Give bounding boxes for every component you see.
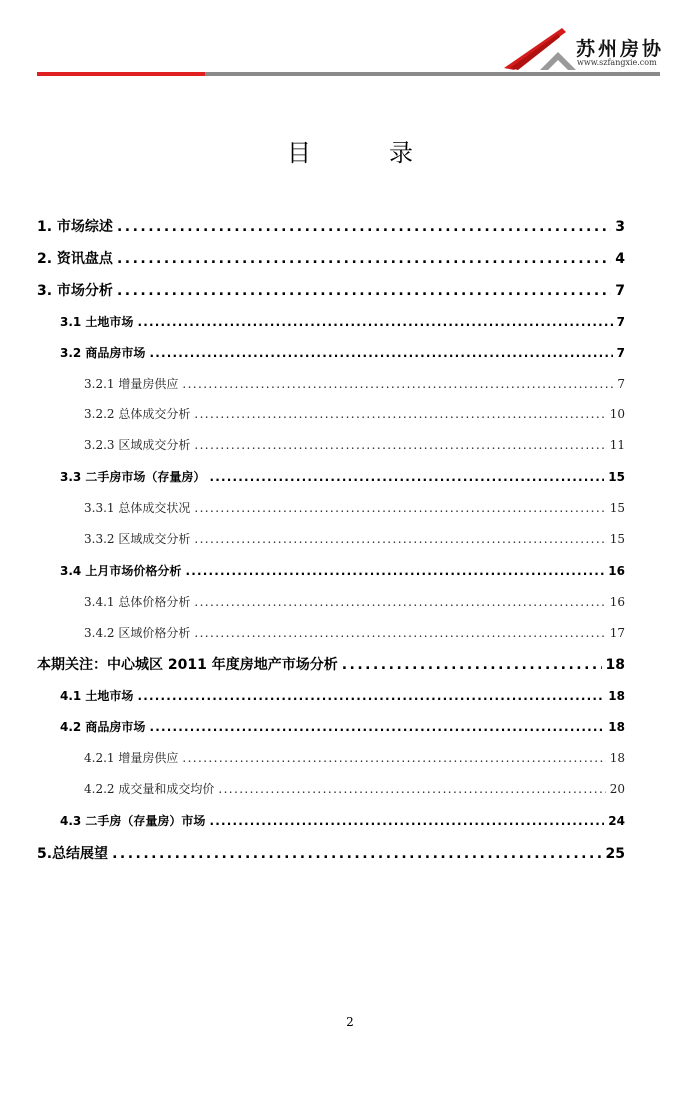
toc-label: 3.2.1 增量房供应: [84, 377, 179, 391]
toc-title-right: 录: [389, 139, 413, 167]
toc-leader: [137, 315, 612, 329]
toc-leader: [117, 251, 611, 267]
toc-page: 15: [609, 501, 625, 515]
toc-page: 3: [615, 219, 625, 235]
toc-label: 1. 市场综述: [37, 219, 113, 235]
toc-label: 3.2 商品房市场: [60, 346, 146, 360]
toc-leader: [149, 720, 604, 734]
toc-label: 4.1 土地市场: [60, 689, 134, 703]
toc-entry-3-3-1[interactable]: [84, 499, 625, 516]
toc-entry-3-4[interactable]: [60, 562, 625, 579]
toc-entry-3-2[interactable]: [60, 344, 625, 361]
toc-label: 3.1 土地市场: [60, 315, 134, 329]
toc-label: 4.2.1 增量房供应: [84, 751, 179, 765]
toc-label: 4.2 商品房市场: [60, 720, 146, 734]
toc-leader: [209, 814, 604, 828]
toc-entry-4-3[interactable]: [60, 812, 625, 829]
toc-leader: [194, 438, 605, 452]
toc-title-left: 目: [287, 139, 311, 167]
toc-label: 3.4.1 总体价格分析: [84, 595, 191, 609]
toc-entry-4-2-2[interactable]: [84, 780, 625, 797]
toc-leader: [117, 283, 611, 299]
toc-leader: [342, 657, 602, 673]
toc-leader: [182, 751, 605, 765]
toc-page: 24: [608, 814, 625, 828]
toc-label: 5.总结展望: [37, 846, 109, 862]
toc-entry-4-2-1[interactable]: [84, 749, 625, 766]
toc-entry-4-2[interactable]: [60, 718, 625, 735]
toc-page: 7: [615, 283, 625, 299]
toc-title: [0, 133, 700, 168]
toc-page: 7: [617, 377, 625, 391]
toc-page: 18: [608, 720, 625, 734]
toc-entry-3-2-3[interactable]: [84, 436, 625, 453]
header-rule-red: [37, 72, 205, 76]
toc-entry-3-1[interactable]: [60, 313, 625, 330]
toc-entry-3-3-2[interactable]: [84, 530, 625, 547]
logo-icon: [500, 24, 580, 72]
toc-label: 3. 市场分析: [37, 283, 113, 299]
toc-page: 15: [608, 470, 625, 484]
toc-leader: [194, 626, 605, 640]
toc-page: 15: [609, 532, 625, 546]
toc-leader: [194, 501, 605, 515]
toc-entry-3-2-2[interactable]: [84, 405, 625, 422]
toc-entry-3-4-1[interactable]: [84, 593, 625, 610]
toc-label: 4.3 二手房（存量房）市场: [60, 814, 206, 828]
page-number: 2: [346, 1015, 354, 1029]
toc-entry-3-4-2[interactable]: [84, 624, 625, 641]
toc-page: 11: [609, 438, 625, 452]
toc-page: 18: [608, 689, 625, 703]
toc-entry-1[interactable]: [37, 216, 625, 236]
toc-page: 10: [609, 407, 625, 421]
toc-leader: [194, 595, 605, 609]
toc-page: 25: [605, 846, 625, 862]
page-header: [0, 0, 700, 80]
toc-entry-feature[interactable]: [37, 654, 625, 674]
toc-entry-3-3[interactable]: [60, 468, 625, 485]
toc-entry-2[interactable]: [37, 248, 625, 268]
toc-page: 18: [605, 657, 625, 673]
toc-page: 18: [609, 751, 625, 765]
toc-label: 3.4.2 区域价格分析: [84, 626, 191, 640]
toc-label: 3.3.2 区域成交分析: [84, 532, 191, 546]
toc-label: 3.2.2 总体成交分析: [84, 407, 191, 421]
logo-text: 苏州房协: [576, 38, 665, 60]
toc-leader: [218, 782, 605, 796]
toc-label: 4.2.2 成交量和成交均价: [84, 782, 215, 796]
toc-label: 3.2.3 区域成交分析: [84, 438, 191, 452]
toc-page: 7: [616, 346, 625, 360]
toc-label: 3.3.1 总体成交状况: [84, 501, 191, 515]
toc-leader: [117, 219, 611, 235]
toc-leader: [182, 377, 613, 391]
toc-page: 16: [608, 564, 625, 578]
toc-leader: [149, 346, 612, 360]
toc-entry-4-1[interactable]: [60, 687, 625, 704]
toc-entry-3-2-1[interactable]: [84, 375, 625, 392]
toc-label: 3.3 二手房市场（存量房）: [60, 470, 206, 484]
toc-leader: [209, 470, 604, 484]
toc-label: 本期关注：中心城区 2011 年度房地产市场分析: [37, 657, 338, 673]
toc-entry-3[interactable]: [37, 280, 625, 300]
toc-page: 4: [615, 251, 625, 267]
toc-entry-5[interactable]: [37, 843, 625, 863]
logo-url: www.szfangxie.com: [577, 58, 657, 67]
toc-page: 17: [609, 626, 625, 640]
toc-label: 3.4 上月市场价格分析: [60, 564, 182, 578]
toc-label: 2. 资讯盘点: [37, 251, 113, 267]
toc-leader: [112, 846, 601, 862]
toc-page: 7: [616, 315, 625, 329]
toc-leader: [194, 407, 605, 421]
toc-leader: [137, 689, 604, 703]
toc-page: 16: [609, 595, 625, 609]
header-rule-gray: [205, 72, 660, 76]
toc-page: 20: [609, 782, 625, 796]
toc-leader: [194, 532, 605, 546]
toc-leader: [185, 564, 604, 578]
